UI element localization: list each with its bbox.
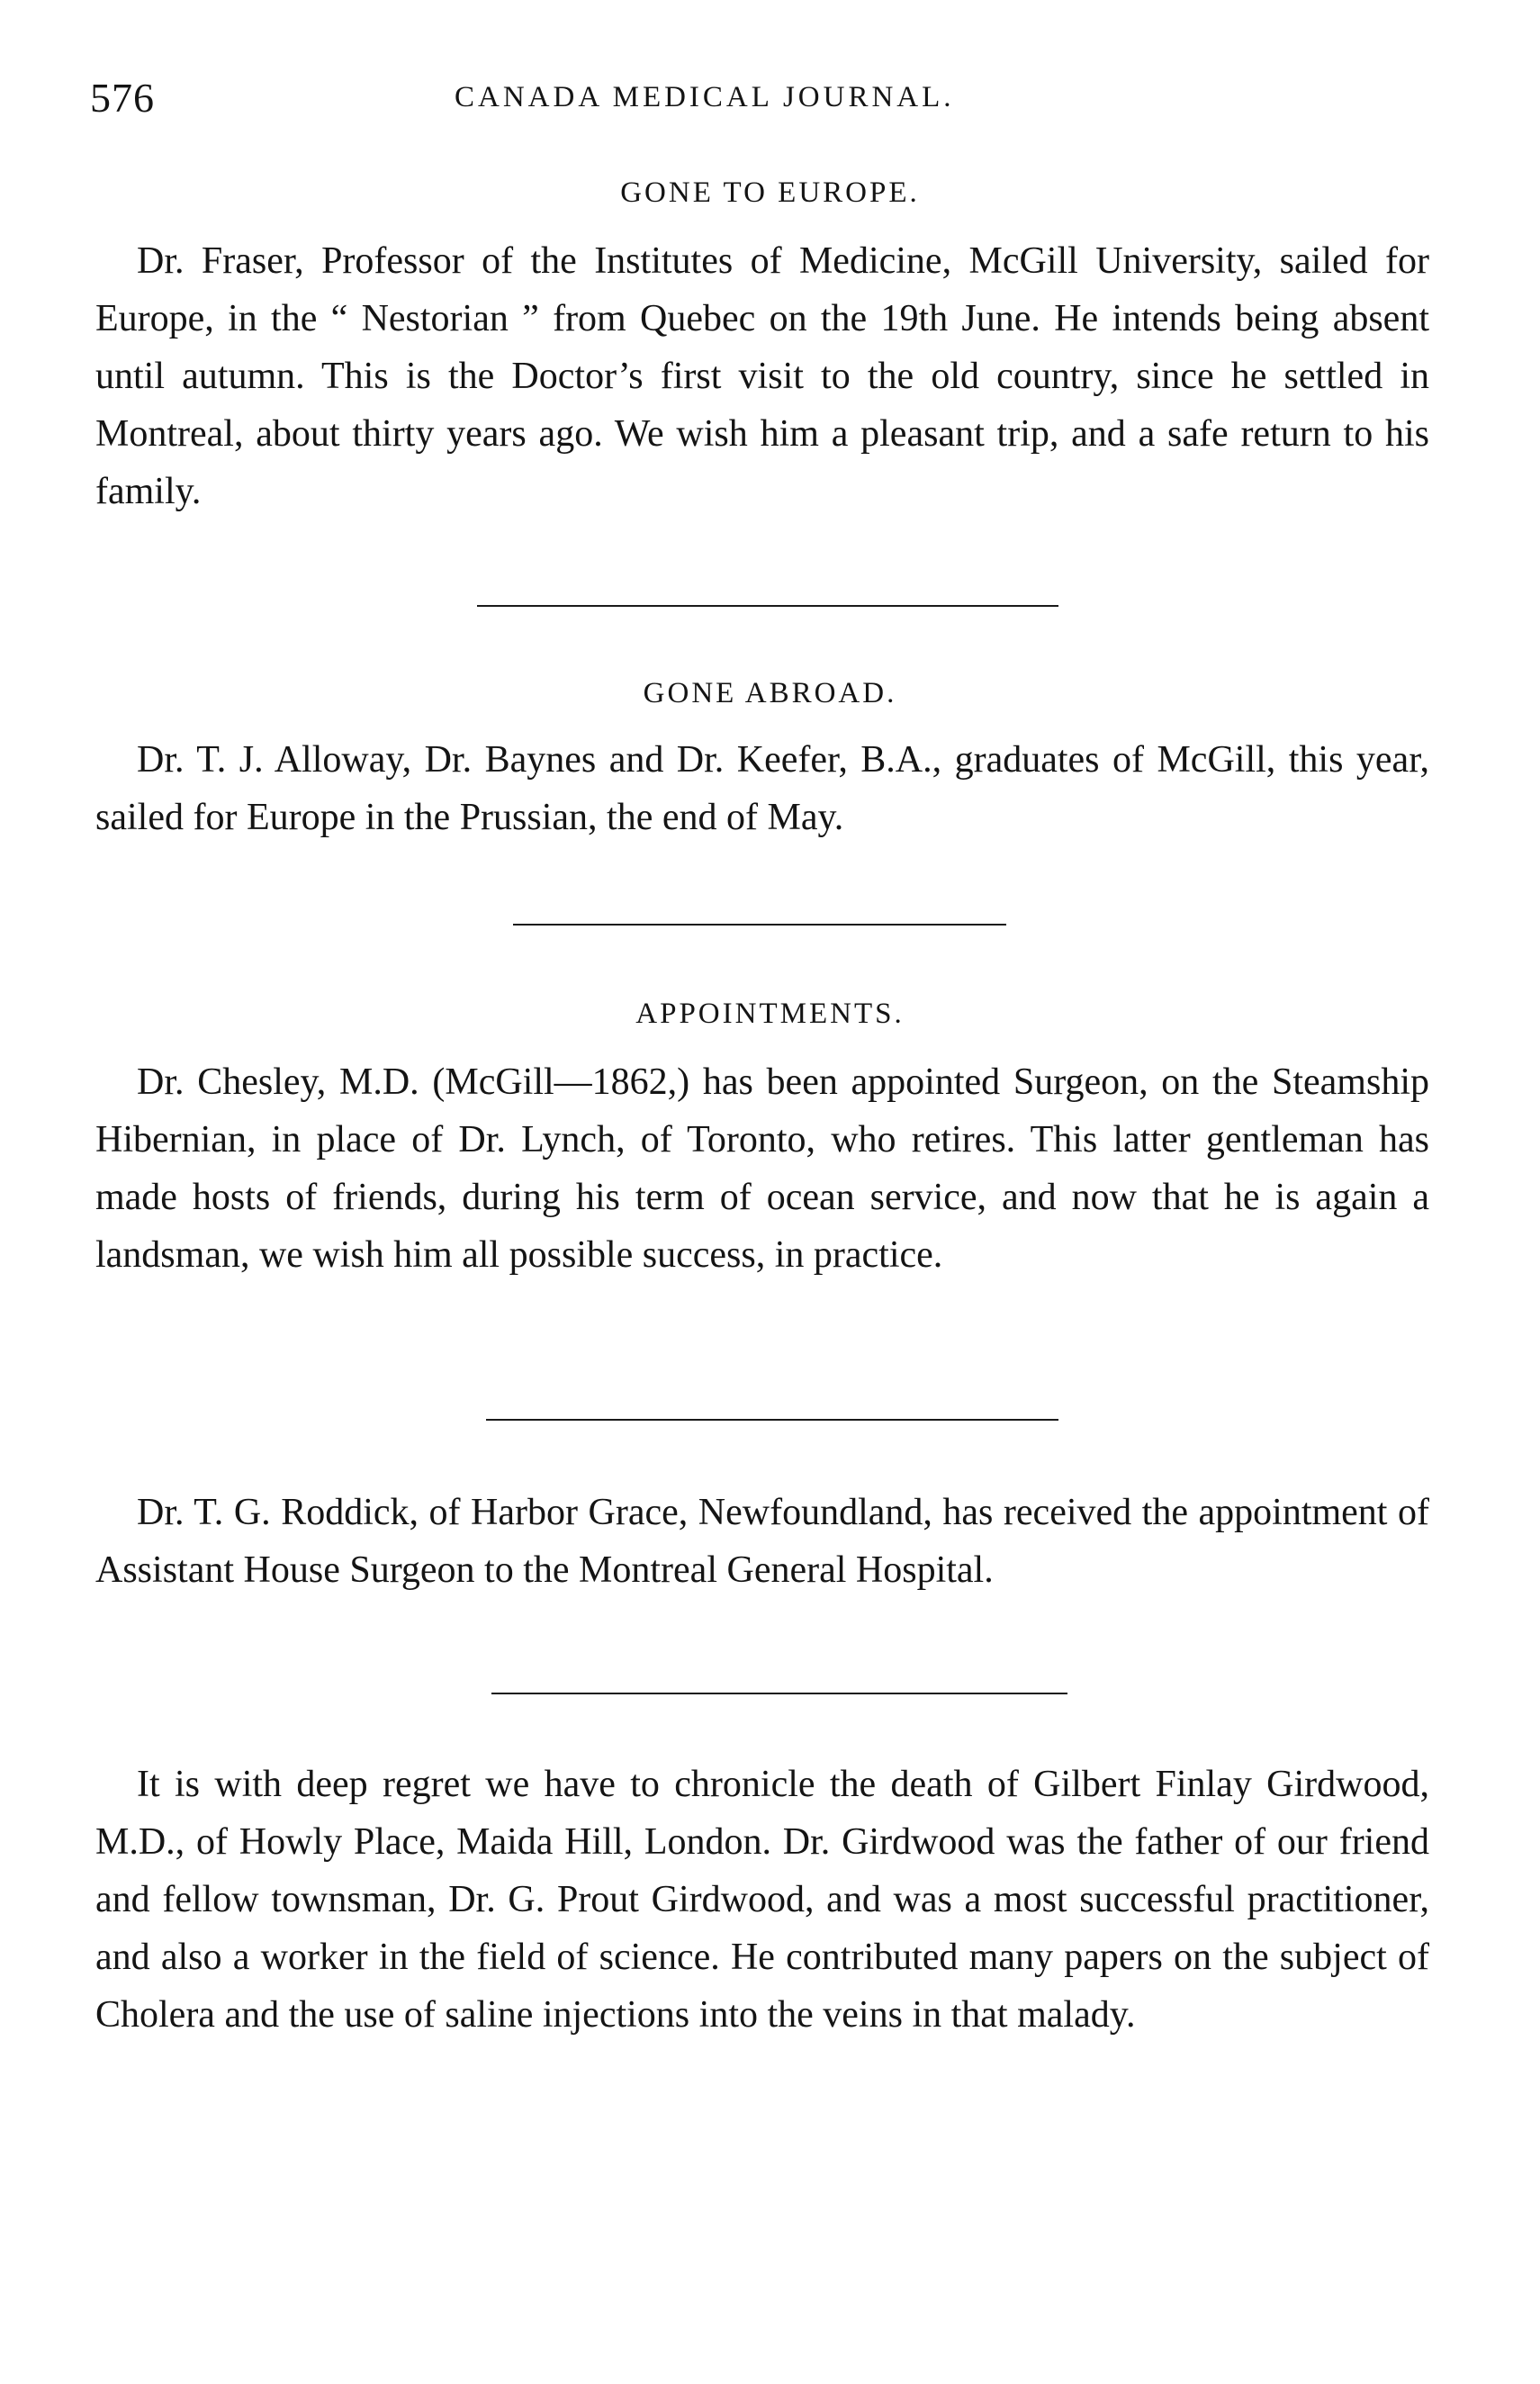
section-heading-gone-to-europe: GONE TO EUROPE. [620,176,920,209]
paragraph-alloway: Dr. T. J. Alloway, Dr. Baynes and Dr. Keefer, B.A., graduates of McGill, this year, sailed for Europe in the Prussian, the end of May. [95,739,1429,838]
paragraph-chesley: Dr. Chesley, M.D. (McGill—1862,) has been appointed Surgeon, on the Steamship Hibernian, in place of Dr. Lynch, of Toronto, who retires. This latter gentleman has made hosts of friends, during his term of ocean service, and now that he is again a landsman, we wish him all possible success, in practice. [95,1061,1429,1276]
paragraph-girdwood: It is with deep regret we have to chronicle the death of Gilbert Finlay Girdwood, M.D., of Howly Place, Maida Hill, London. Dr. Girdwood was the father of our friend and fellow townsman, Dr. G. Prout Girdwood, and was a most successful practitioner, and also a worker in the field of science. He contributed many papers on the subject of Cholera and the use of saline injections into the veins in that malady. [95,1764,1429,2036]
running-title: CANADA MEDICAL JOURNAL. [455,81,955,113]
section-heading-appointments: APPOINTMENTS. [635,998,905,1030]
paragraph-fraser: Dr. Fraser, Professor of the Institutes of Medicine, McGill University, sailed for Europe, in the “ Nestorian ” from Quebec on the 19th June. He intends being absent until autumn. This is the Doctor’s first visit to the old country, since he settled in Montreal, about thirty years ago. We wish him a pleasant trip, and a safe return to his family. [95,240,1429,512]
section-heading-gone-abroad: GONE ABROAD. [643,677,897,709]
divider-rule [477,605,1058,607]
page-number: 576 [90,75,155,121]
page-header [90,74,1440,128]
divider-rule [513,924,1006,926]
divider-rule [486,1419,1058,1421]
divider-rule [491,1693,1067,1694]
paragraph-roddick: Dr. T. G. Roddick, of Harbor Grace, Newfoundland, has received the appointment of Assistant House Surgeon to the Montreal General Hospital. [95,1492,1429,1591]
